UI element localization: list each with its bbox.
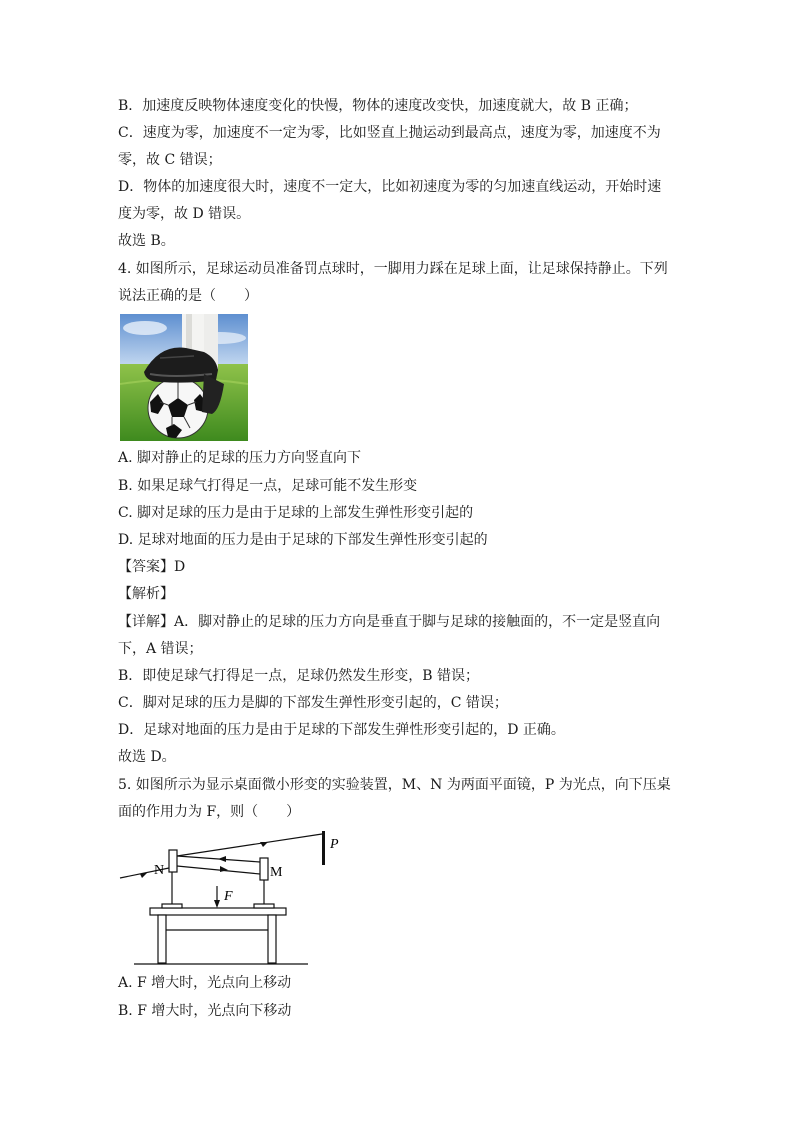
question-4-stem: 4. 如图所示，足球运动员准备罚点球时，一脚用力踩在足球上面，让足球保持静止。下列 bbox=[118, 261, 668, 277]
text-line: 度为零，故 D 错误。 bbox=[118, 206, 251, 222]
analysis-label: 【解析】 bbox=[118, 586, 174, 602]
soccer-ball-image bbox=[120, 314, 248, 441]
text-line: B．加速度反映物体速度变化的快慢，物体的速度改变快，加速度就大，故 B 正确； bbox=[118, 98, 638, 114]
explanation-line: C．脚对足球的压力是脚的下部发生弹性形变引起的，C 错误； bbox=[118, 695, 508, 711]
answer-label: 【答案】D bbox=[118, 559, 186, 575]
option-c: C. 脚对足球的压力是由于足球的上部发生弹性形变引起的 bbox=[118, 505, 474, 521]
mirror-experiment-diagram bbox=[118, 828, 340, 968]
label-f: F bbox=[224, 889, 233, 904]
text-line: 故选 B。 bbox=[118, 233, 175, 249]
explanation-line: 【详解】A．脚对静止的足球的压力方向是垂直于脚与足球的接触面的，不一定是竖直向 bbox=[118, 614, 661, 630]
label-n: N bbox=[154, 863, 165, 878]
text-line: C．速度为零，加速度不一定为零，比如竖直上抛运动到最高点，速度为零，加速度不为 bbox=[118, 125, 661, 141]
option-d: D. 足球对地面的压力是由于足球的下部发生弹性形变引起的 bbox=[118, 532, 488, 548]
explanation-line: D．足球对地面的压力是由于足球的下部发生弹性形变引起的，D 正确。 bbox=[118, 722, 565, 738]
label-p: P bbox=[330, 837, 339, 852]
option-a: A. F 增大时，光点向上移动 bbox=[118, 975, 292, 991]
option-b: B. F 增大时，光点向下移动 bbox=[118, 1003, 292, 1019]
explanation-line: 故选 D。 bbox=[118, 749, 176, 765]
apparatus-figure bbox=[118, 828, 340, 968]
option-a: A. 脚对静止的足球的压力方向竖直向下 bbox=[118, 450, 362, 466]
question-5-stem: 面的作用力为 F，则（ ） bbox=[118, 804, 301, 820]
soccer-photo bbox=[120, 314, 248, 441]
text-line: D．物体的加速度很大时，速度不一定大，比如初速度为零的匀加速直线运动，开始时速 bbox=[118, 179, 662, 195]
option-b: B. 如果足球气打得足一点，足球可能不发生形变 bbox=[118, 478, 418, 494]
question-4-stem: 说法正确的是（ ） bbox=[118, 288, 258, 304]
explanation-line: 下，A 错误； bbox=[118, 641, 203, 657]
question-5-stem: 5. 如图所示为显示桌面微小形变的实验装置，M、N 为两面平面镜，P 为光点，向下压桌 bbox=[118, 777, 671, 793]
label-m: M bbox=[270, 865, 283, 880]
explanation-line: B．即使足球气打得足一点，足球仍然发生形变，B 错误； bbox=[118, 668, 480, 684]
text-line: 零，故 C 错误； bbox=[118, 152, 222, 168]
